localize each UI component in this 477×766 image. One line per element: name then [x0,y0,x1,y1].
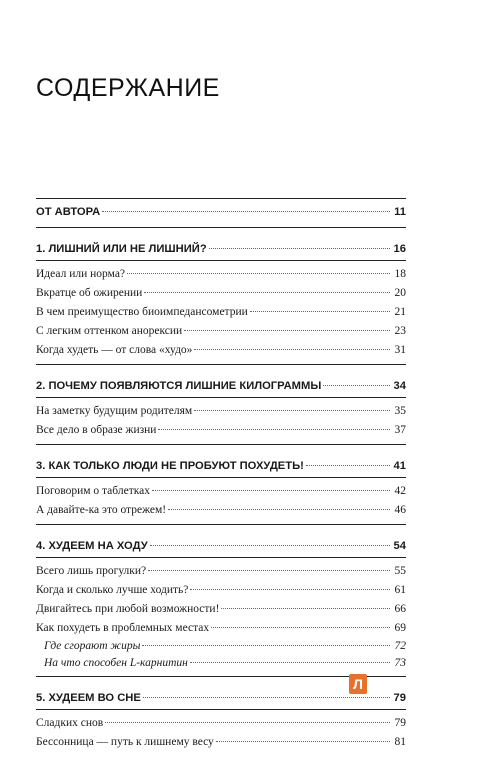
dot-leader [250,310,390,312]
dot-leader [216,740,390,742]
toc-entry [36,341,406,360]
toc-entry-title: Все дело в образе жизни [36,424,157,436]
toc-page-number: 46 [394,504,406,516]
toc-page-number: 54 [393,540,406,552]
dot-leader [211,626,390,628]
dot-leader [306,464,390,466]
toc-page-number: 66 [394,603,406,615]
toc-section [36,455,406,525]
toc-entry [36,581,406,600]
toc-page-number: 16 [393,243,406,255]
toc-section [36,238,406,365]
toc-page-number: 37 [394,424,406,436]
toc-entry [36,284,406,303]
toc-section [36,535,406,677]
toc-entry-title: В чем преимущество биоимпедансометрии [36,306,248,318]
dot-leader [144,291,390,293]
toc-entry [36,733,406,752]
toc-entry [36,619,406,638]
toc-section [36,198,406,228]
toc-page-number: 79 [394,717,406,729]
toc-subentry [36,655,406,672]
toc-entry [36,714,406,733]
dot-leader [190,661,390,663]
toc-entry [36,421,406,440]
toc-entry [36,482,406,501]
publisher-logo: Л [349,674,367,694]
toc-entry-title: Когда худеть — от слова «худо» [36,344,193,356]
dot-leader [127,272,390,274]
dot-leader [102,210,390,212]
toc-page-number: 20 [394,287,406,299]
toc-page-number: 18 [394,268,406,280]
toc-entry-title: Как похудеть в проблемных местах [36,622,210,634]
toc-page-number: 61 [394,584,406,596]
toc-entry-title: Всего лишь прогулки? [36,565,147,577]
dot-leader [190,588,390,590]
toc-subentry [36,638,406,655]
toc-page-number: 42 [394,485,406,497]
toc-page-number: 73 [394,657,406,669]
toc-entry-title: 1. ЛИШНИЙ ИЛИ НЕ ЛИШНИЙ? [36,243,207,255]
toc-entry [36,322,406,341]
dot-leader [142,644,390,646]
toc-section [36,375,406,445]
toc-chapter-heading [36,455,406,478]
toc-entry [36,402,406,421]
dot-leader [158,428,390,430]
toc-page-number: 55 [394,565,406,577]
toc-page-number: 21 [394,306,406,318]
toc-entry-title: Сладких снов [36,717,104,729]
toc-page-number: 72 [394,640,406,652]
dot-leader [150,544,390,546]
toc-entry-title: На заметку будущим родителям [36,405,193,417]
toc-entry-title: С легким оттенком анорексии [36,325,183,337]
toc-entry-title: Бессонница — путь к лишнему весу [36,736,214,748]
toc-page-number: 81 [394,736,406,748]
toc-page-number: 79 [393,692,406,704]
toc-entry-title: ОТ АВТОРА [36,206,101,218]
toc-page-number: 31 [394,344,406,356]
toc-section [36,687,406,756]
toc-page-number: 69 [394,622,406,634]
dot-leader [168,508,390,510]
toc-entry-title: 3. КАК ТОЛЬКО ЛЮДИ НЕ ПРОБУЮТ ПОХУДЕТЬ! [36,460,304,472]
page-title: СОДЕРЖАНИЕ [36,74,220,102]
toc-entry-title: 2. ПОЧЕМУ ПОЯВЛЯЮТСЯ ЛИШНИЕ КИЛОГРАММЫ [36,380,322,392]
toc-entry-title: Двигайтесь при любой возможности! [36,603,220,615]
dot-leader [194,409,390,411]
toc-entry [36,303,406,322]
toc-chapter-heading [36,238,406,261]
toc-entry-title: Когда и сколько лучше ходить? [36,584,189,596]
dot-leader [152,489,390,491]
toc-page-number: 34 [393,380,406,392]
dot-leader [194,348,390,350]
toc-entry [36,562,406,581]
dot-leader [148,569,390,571]
toc-page-number: 35 [394,405,406,417]
toc-entry-title: Вкратце об ожирении [36,287,143,299]
toc-entry-title: 5. ХУДЕЕМ ВО СНЕ [36,692,141,704]
toc-entry-title: Идеал или норма? [36,268,126,280]
dot-leader [105,721,390,723]
toc-chapter-heading [36,375,406,398]
dot-leader [143,696,390,698]
toc-page-number: 23 [394,325,406,337]
toc-page-number: 11 [394,206,406,218]
toc-page-number: 41 [393,460,406,472]
toc-entry-title: Поговорим о таблетках [36,485,150,497]
toc-entry-title: На что способен L-карнитин [44,657,188,669]
dot-leader [209,247,390,249]
toc-entry-title: 4. ХУДЕЕМ НА ХОДУ [36,540,148,552]
toc-chapter-heading [36,201,406,223]
toc-chapter-heading [36,535,406,558]
toc-entry [36,600,406,619]
toc-entry [36,265,406,284]
dot-leader [323,384,390,386]
toc-entry-title: А давайте-ка это отрежем! [36,504,167,516]
dot-leader [184,329,390,331]
dot-leader [221,607,390,609]
toc-entry [36,501,406,520]
toc-entry-title: Где сгорают жиры [44,640,141,652]
